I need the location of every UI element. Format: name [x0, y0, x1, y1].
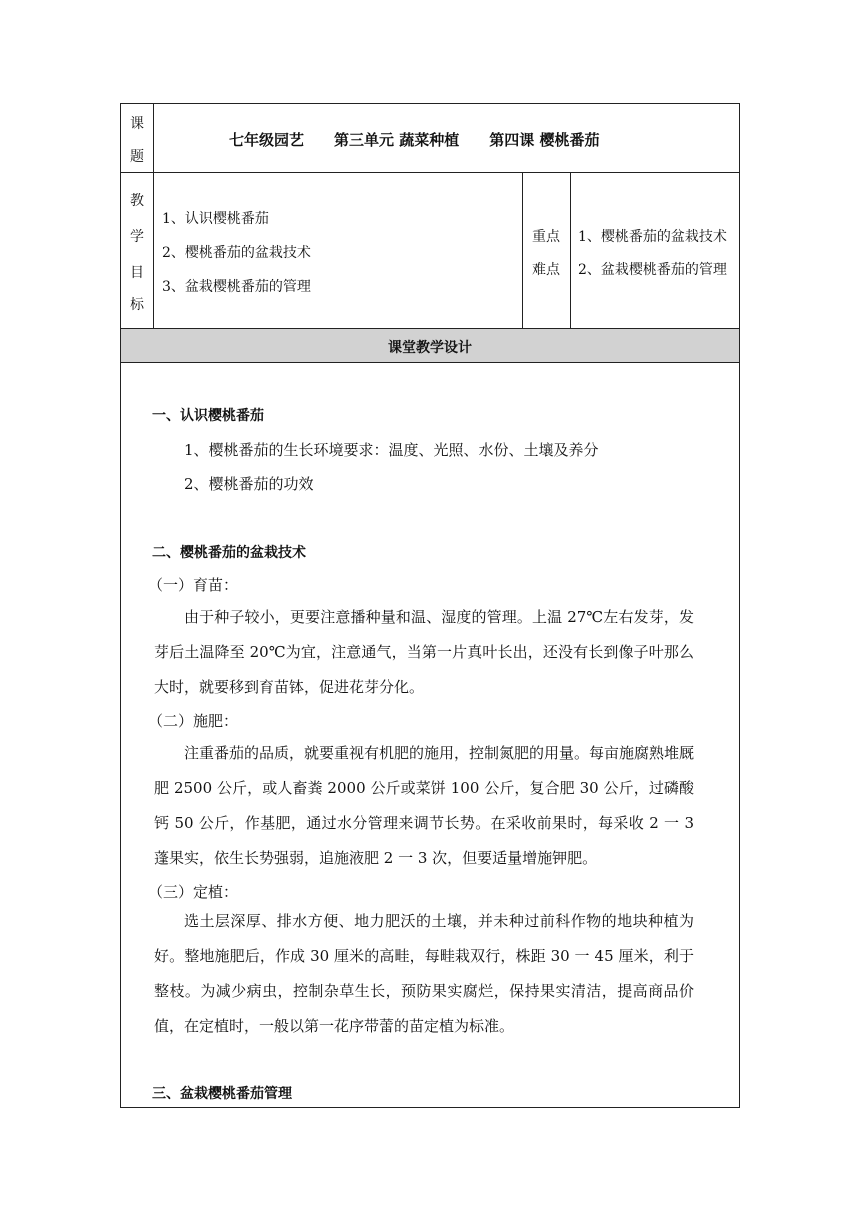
key-point-item: 2、盆栽樱桃番茄的管理 — [578, 262, 727, 278]
subsection-heading: （三）定植： — [148, 883, 239, 901]
column-divider — [522, 172, 523, 328]
objectives-label-char: 教 — [130, 193, 144, 209]
subsection-heading: （二）施肥： — [148, 712, 239, 730]
lesson-title: 七年级园艺 第三单元 蔬菜种植 第四课 樱桃番茄 — [229, 131, 600, 149]
objectives-label-char: 学 — [130, 229, 144, 245]
objectives-label-char: 标 — [130, 297, 144, 313]
objective-item: 3、盆栽樱桃番茄的管理 — [162, 279, 311, 295]
column-divider — [153, 103, 154, 328]
paragraph: 注重番茄的品质，就要重视有机肥的施用，控制氮肥的用量。每亩施腐熟堆厩肥 2500 公斤，或人畜粪 2000 公斤或菜饼 100 公斤，复合肥 30 公斤，过磷酸钙 50 公斤，作基肥，通过水分管理来调节长势。在采收前果时，每采收 2 一 3 蓬果实，依生长势强弱，追施液肥 2 一 3 次，但要适量增施钾肥。 — [154, 744, 695, 867]
key-point-item: 1、樱桃番茄的盆栽技术 — [578, 229, 727, 245]
subsection-heading: （一）育苗： — [148, 576, 239, 594]
section-heading: 三、盆栽樱桃番茄管理 — [152, 1086, 292, 1102]
objective-item: 1、认识樱桃番茄 — [162, 211, 269, 227]
section-heading: 二、樱桃番茄的盆栽技术 — [152, 545, 306, 561]
paragraph: 由于种子较小，更要注意播种量和温、湿度的管理。上温 27℃左右发芽，发芽后土温降至 20℃为宜，注意通气，当第一片真叶长出，还没有长到像子叶那么大时，就要移到育苗钵，促进花芽分化。 — [154, 608, 694, 696]
objectives-label-char: 目 — [130, 265, 144, 281]
topic-label-char: 题 — [130, 149, 144, 165]
design-header: 课堂教学设计 — [388, 340, 472, 356]
paragraph: 选土层深厚、排水方便、地力肥沃的土壤，并未种过前科作物的地块种植为好。整地施肥后，作成 30 厘米的高畦，每畦栽双行，株距 30 一 45 厘米，利于整枝。为减少病虫，控制杂草生长，预防果实腐烂，保持果实清洁，提高商品价值，在定植时，一般以第一花序带蕾的苗定植为标准。 — [154, 912, 694, 1035]
key-points-label: 重点 — [532, 229, 560, 245]
section-item: 1、樱桃番茄的生长环境要求：温度、光照、水份、土壤及养分 — [184, 441, 599, 459]
topic-label-char: 课 — [130, 116, 144, 132]
row-divider — [120, 172, 740, 173]
key-points-label: 难点 — [532, 262, 560, 278]
section-heading: 一、认识樱桃番茄 — [152, 408, 264, 424]
column-divider — [570, 172, 571, 328]
row-divider — [120, 362, 740, 363]
section-item: 2、樱桃番茄的功效 — [184, 475, 314, 493]
objective-item: 2、樱桃番茄的盆栽技术 — [162, 245, 311, 261]
